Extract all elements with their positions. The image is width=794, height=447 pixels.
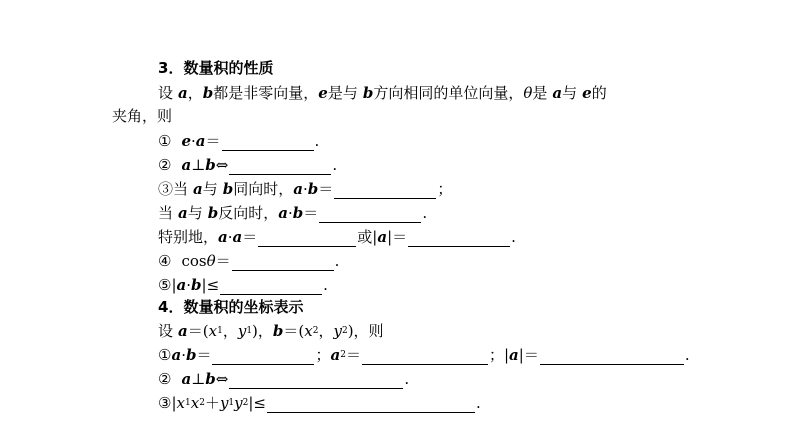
text: 与: [202, 180, 218, 198]
vector-b: b: [292, 204, 304, 222]
answer-blank: [222, 136, 314, 151]
item-marker: ②: [158, 156, 172, 174]
perpendicular-symbol: ⊥: [191, 156, 206, 174]
equals-sign: ＝: [205, 132, 221, 150]
vector-a: a: [178, 322, 188, 340]
section-3-title: ．数量积的性质: [168, 59, 274, 77]
equals-sign: ＝: [215, 252, 231, 270]
vector-e: e: [582, 84, 592, 102]
text: 与: [562, 84, 578, 102]
text: ＝(: [187, 322, 209, 340]
text: .: [511, 228, 516, 246]
theta-symbol: θ: [523, 84, 533, 102]
section-3-heading: [158, 58, 273, 78]
superscript: 2: [340, 350, 346, 360]
dot-operator: ·: [288, 204, 293, 222]
answer-blank: [540, 350, 684, 365]
le-symbol: |≤: [248, 394, 266, 412]
vector-b: b: [191, 276, 202, 294]
text: 反向时，: [218, 204, 279, 222]
vector-a: a: [278, 204, 289, 222]
var-x: x: [208, 322, 218, 340]
answer-blank: [319, 208, 421, 223]
subscript: 2: [312, 326, 319, 336]
subscript: 1: [246, 326, 253, 336]
le-symbol: |≤: [201, 276, 220, 294]
text: .: [314, 132, 320, 150]
text: 是: [532, 84, 548, 102]
section-4-number: 4: [158, 298, 169, 316]
subscript: 2: [199, 398, 205, 408]
dot-operator: ·: [186, 276, 192, 294]
equals-sign: ＝: [345, 346, 361, 364]
dot-operator: ·: [227, 228, 233, 246]
vector-a: a: [193, 180, 203, 198]
answer-blank: [258, 232, 356, 247]
section-4-intro: [158, 321, 384, 341]
section-3-number: 3: [158, 59, 169, 77]
section-4-item-2: [158, 369, 409, 389]
text: 的: [591, 84, 607, 102]
cos-function: cos: [181, 252, 207, 270]
item-marker: ④: [158, 252, 172, 270]
text: ③当: [158, 180, 189, 198]
item-marker: ①: [158, 346, 172, 364]
var-x: x: [304, 322, 313, 340]
vector-a: a: [178, 84, 188, 102]
vector-a: a: [552, 84, 563, 102]
var-y: y: [234, 394, 243, 412]
section-3-special: [158, 227, 516, 247]
section-3-item-3b: [158, 203, 427, 223]
var-x: x: [190, 394, 200, 412]
var-y: y: [219, 394, 229, 412]
text: |＝: [387, 228, 408, 246]
answer-blank: [212, 350, 314, 365]
text: 方向相同的单位向量，: [373, 84, 524, 102]
text: ；: [315, 346, 331, 364]
text: 都是非零向量，: [213, 84, 319, 102]
vector-b: b: [362, 84, 374, 102]
text: 或|: [357, 228, 378, 246]
section-3-item-5: [158, 275, 328, 295]
text: ；: [437, 180, 453, 198]
subscript: 1: [184, 398, 191, 408]
vector-e: e: [318, 84, 328, 102]
var-x: x: [176, 394, 185, 412]
text: ＝(: [283, 322, 305, 340]
section-4-title: ．数量积的坐标表示: [168, 298, 304, 316]
text: .: [334, 252, 340, 270]
text: 是与: [327, 84, 358, 102]
text: 同向时，: [233, 180, 294, 198]
answer-blank: [232, 256, 334, 271]
subscript: 2: [242, 398, 249, 408]
item-marker: ③|: [158, 394, 177, 412]
text: .: [422, 204, 428, 222]
text: .: [323, 276, 328, 294]
vector-b: b: [222, 180, 234, 198]
text: .: [684, 346, 690, 364]
iff-symbol: ⇔: [215, 370, 229, 388]
text: 特别地，: [158, 228, 219, 246]
vector-b: b: [207, 204, 219, 222]
theta-symbol: θ: [206, 252, 216, 270]
text: .: [476, 394, 481, 412]
text: ；|: [488, 346, 510, 364]
var-y: y: [237, 322, 247, 340]
answer-blank: [267, 398, 475, 413]
perpendicular-symbol: ⊥: [191, 370, 206, 388]
answer-blank: [362, 350, 488, 365]
text: 当: [158, 204, 174, 222]
vector-b: b: [307, 180, 319, 198]
answer-blank: [334, 184, 436, 199]
vector-a: a: [232, 228, 243, 246]
item-marker: ①: [158, 132, 172, 150]
vector-a: a: [377, 228, 388, 246]
section-4-item-1: [158, 345, 690, 365]
text: |＝: [518, 346, 539, 364]
vector-b: b: [272, 322, 284, 340]
equals-sign: ＝: [242, 228, 258, 246]
vector-a: a: [176, 276, 187, 294]
text: )，: [252, 322, 273, 340]
vector-a: a: [178, 204, 188, 222]
answer-blank: [220, 280, 322, 295]
subscript: 2: [341, 326, 348, 336]
equals-sign: ＝: [196, 346, 212, 364]
vector-a: a: [181, 156, 192, 174]
vector-b: b: [202, 84, 214, 102]
vector-b: b: [205, 156, 216, 174]
dot-operator: ·: [191, 132, 196, 150]
section-4-heading: [158, 297, 303, 317]
vector-a: a: [181, 370, 192, 388]
answer-blank: [229, 374, 403, 389]
vector-a: a: [171, 346, 182, 364]
item-marker: ②: [158, 370, 172, 388]
subscript: 1: [217, 326, 223, 336]
text: 与: [187, 204, 203, 222]
vector-a: a: [509, 346, 519, 364]
vector-b: b: [205, 370, 216, 388]
item-marker: ⑤|: [158, 276, 177, 294]
var-y: y: [333, 322, 342, 340]
vector-a: a: [330, 346, 341, 364]
vector-a: a: [293, 180, 304, 198]
equals-sign: ＝: [303, 204, 319, 222]
equals-sign: ＝: [318, 180, 334, 198]
vector-a: a: [218, 228, 228, 246]
text: )，则: [347, 322, 384, 340]
answer-blank: [408, 232, 510, 247]
plus-sign: ＋: [204, 394, 220, 412]
text: ，: [187, 84, 203, 102]
section-3-intro-line2: [112, 106, 172, 126]
text: 夹角，则: [112, 107, 173, 125]
iff-symbol: ⇔: [215, 156, 229, 174]
answer-blank: [229, 160, 331, 175]
text: 设: [158, 84, 174, 102]
text: .: [332, 156, 338, 174]
vector-b: b: [185, 346, 197, 364]
section-3-intro-line1: [158, 83, 607, 103]
text: 设: [158, 322, 174, 340]
text: ，: [222, 322, 238, 340]
section-3-item-1: [158, 131, 319, 151]
vector-e: e: [181, 132, 191, 150]
dot-operator: ·: [303, 180, 308, 198]
section-4-item-3: [158, 393, 481, 413]
dot-operator: ·: [181, 346, 186, 364]
section-3-item-4: [158, 251, 339, 271]
text: ，: [318, 322, 334, 340]
section-3-item-2: [158, 155, 337, 175]
vector-a: a: [195, 132, 206, 150]
section-3-item-3: [158, 179, 452, 199]
text: .: [404, 370, 410, 388]
subscript: 1: [228, 398, 235, 408]
